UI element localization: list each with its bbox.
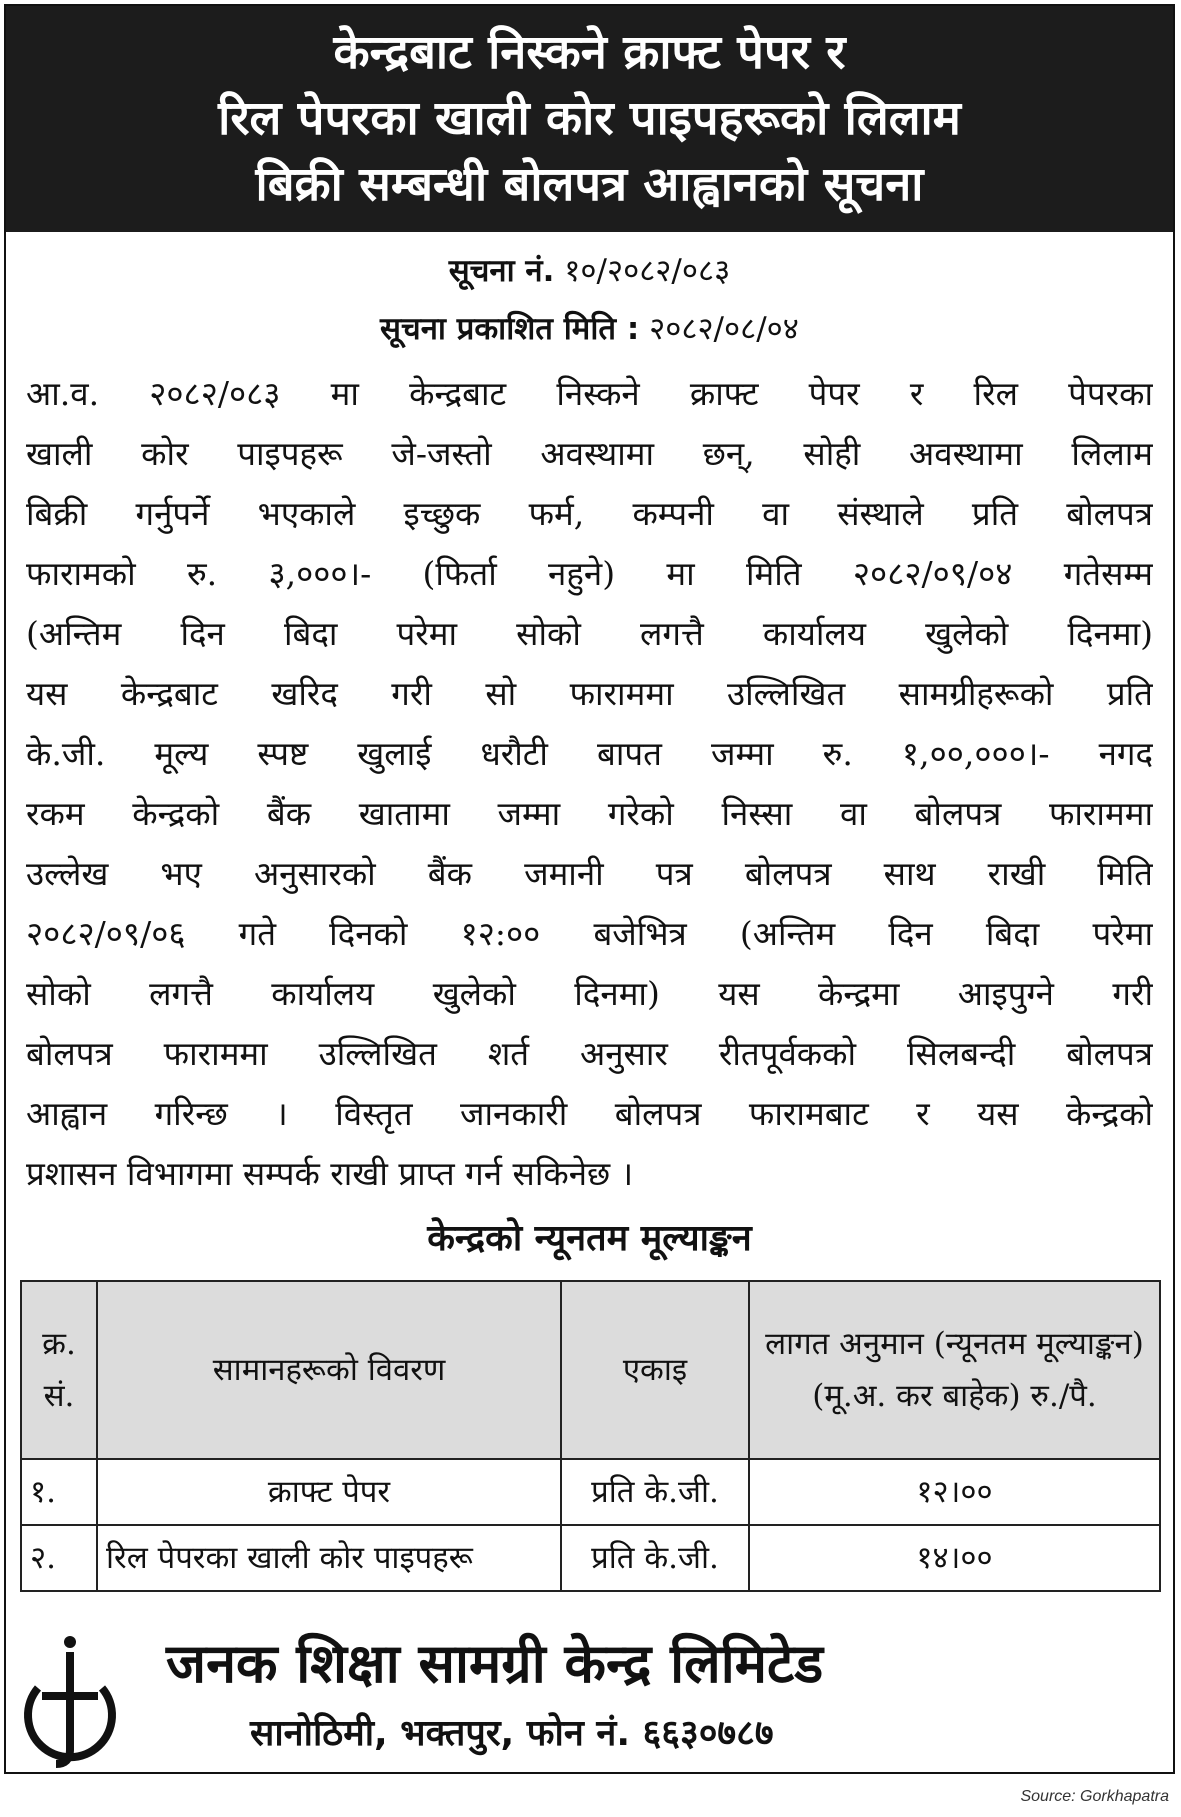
cell-cost: १२।००: [749, 1459, 1160, 1525]
notice-body: [26, 364, 1153, 1204]
body-line: बिक्री गर्नुपर्ने भएकाले इच्छुक फर्म, कम्पनी वा संस्थाले प्रति बोलपत्र: [26, 494, 1153, 533]
cell-cost: १४।००: [749, 1525, 1160, 1591]
published-date-value: २०८२/०८/०४: [649, 311, 799, 347]
body-line: सोको लगत्तै कार्यालय खुलेको दिनमा) यस केन्द्रमा आइपुग्ने गरी: [26, 974, 1153, 1013]
header-serial: क्र. सं.: [21, 1281, 97, 1459]
table-row: [21, 1459, 1160, 1525]
table-title: केन्द्रको न्यूनतम मूल्याङ्कन: [427, 1218, 752, 1259]
body-line: रकम केन्द्रको बैंक खातामा जम्मा गरेको निस्सा वा बोलपत्र फाराममा: [26, 794, 1153, 833]
body-line: आह्वान गरिन्छ । विस्तृत जानकारी बोलपत्र फारामबाट र यस केन्द्रको: [26, 1094, 1153, 1133]
header-cost: लागत अनुमान (न्यूनतम मूल्याङ्कन) (मू.अ. कर बाहेक) रु./पै.: [749, 1281, 1160, 1459]
notice-number: [6, 242, 1173, 300]
body-line: उल्लेख भए अनुसारको बैंक जमानी पत्र बोलपत्र साथ राखी मिति: [26, 854, 1153, 893]
header-line-3: बिक्री सम्बन्धी बोलपत्र आह्वानको सूचना: [255, 157, 924, 212]
organization-logo-icon: [18, 1632, 122, 1768]
body-line: खाली कोर पाइपहरू जे-जस्तो अवस्थामा छन्, सोही अवस्थामा लिलाम: [26, 434, 1153, 473]
body-line: (अन्तिम दिन बिदा परेमा सोको लगत्तै कार्यालय खुलेको दिनमा): [26, 614, 1153, 653]
source-credit: Source: Gorkhapatra: [1020, 1788, 1169, 1805]
table-header-row: [21, 1281, 1160, 1459]
body-line: यस केन्द्रबाट खरिद गरी सो फाराममा उल्लिखित सामग्रीहरूको प्रति: [26, 674, 1153, 713]
body-line: आ.व. २०८२/०८३ मा केन्द्रबाट निस्कने क्राफ्ट पेपर र रिल पेपरका: [26, 374, 1153, 413]
valuation-table: [20, 1280, 1161, 1592]
body-line: फारामको रु. ३,०००।- (फिर्ता नहुने) मा मिति २०८२/०९/०४ गतेसम्म: [26, 554, 1153, 593]
published-date-label: सूचना प्रकाशित मिति :: [380, 311, 640, 347]
header-description: सामानहरूको विवरण: [97, 1281, 561, 1459]
notice-meta: [6, 242, 1173, 358]
notice-footer: [6, 1624, 1173, 1774]
cell-serial: २.: [21, 1525, 97, 1591]
notice-number-value: १०/२०८२/०८३: [564, 253, 731, 289]
cell-description: रिल पेपरका खाली कोर पाइपहरू: [97, 1525, 561, 1591]
notice: [4, 4, 1175, 1774]
body-line: २०८२/०९/०६ गते दिनको १२:०० बजेभित्र (अन्तिम दिन बिदा परेमा: [26, 914, 1153, 953]
body-line: के.जी. मूल्य स्पष्ट खुलाई धरौटी बापत जम्मा रु. १,००,०००।- नगद: [26, 734, 1153, 773]
table-row: [21, 1525, 1160, 1591]
cell-unit: प्रति के.जी.: [561, 1525, 749, 1591]
published-date: [6, 300, 1173, 358]
cell-unit: प्रति के.जी.: [561, 1459, 749, 1525]
body-line: प्रशासन विभागमा सम्पर्क राखी प्राप्त गर्न सकिनेछ ।: [26, 1154, 634, 1193]
organization-address: सानोठिमी, भक्तपुर, फोन नं. ६६३०७८७: [250, 1713, 774, 1754]
body-line: बोलपत्र फाराममा उल्लिखित शर्त अनुसार रीतपूर्वकको सिलबन्दी बोलपत्र: [26, 1034, 1153, 1073]
organization-name: जनक शिक्षा सामग्री केन्द्र लिमिटेड: [166, 1632, 824, 1695]
notice-number-label: सूचना नं.: [448, 253, 555, 289]
header-line-2: रिल पेपरका खाली कोर पाइपहरूको लिलाम: [218, 91, 961, 146]
header-line-1: केन्द्रबाट निस्कने क्राफ्ट पेपर र: [333, 25, 846, 80]
notice-header: [6, 6, 1173, 232]
cell-serial: १.: [21, 1459, 97, 1525]
cell-description: क्राफ्ट पेपर: [97, 1459, 561, 1525]
header-unit: एकाइ: [561, 1281, 749, 1459]
